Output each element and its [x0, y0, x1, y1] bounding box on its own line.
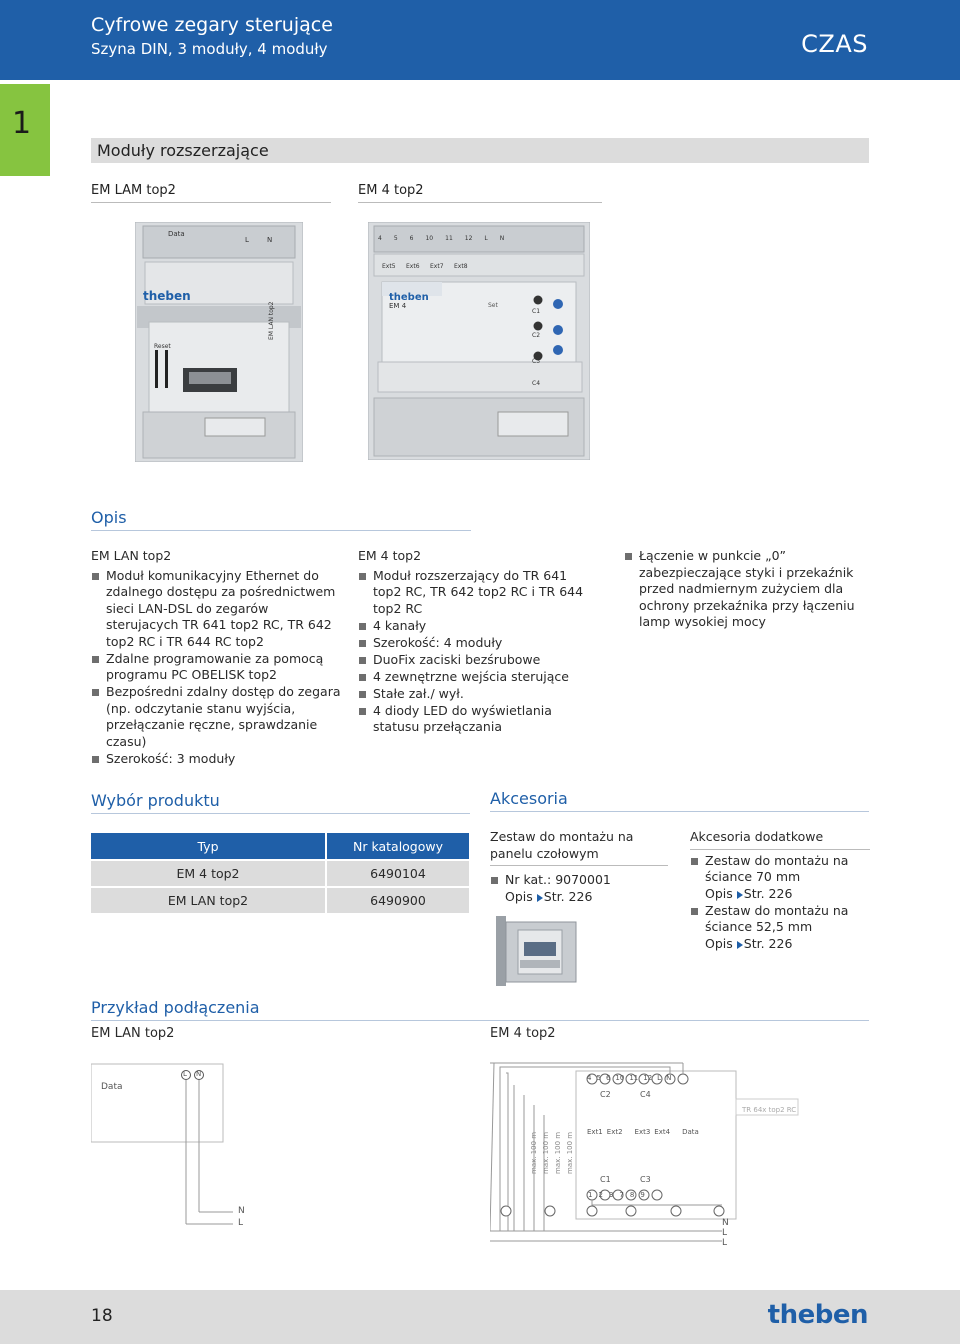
max-length-label: max. 100 m [554, 1131, 562, 1174]
device-photo-em4 [368, 222, 590, 460]
device-right-set-label: Set [488, 302, 498, 309]
catalog-number: Nr kat.: 9070001 [505, 872, 611, 887]
terminal-label: 11 [629, 1074, 639, 1082]
akcesoria-left [490, 829, 668, 906]
list-item: 4 zewnętrzne wejścia sterujące [358, 669, 598, 686]
wiring-right-top-terminals [587, 1074, 671, 1082]
device-right-brand-logo: theben [389, 292, 429, 303]
opis-link-label: Opis [705, 885, 733, 901]
data-label: Data [682, 1128, 699, 1136]
wiring-right-l-label-2: L [722, 1238, 728, 1248]
list-item [490, 872, 668, 905]
wiring-right-c1: C1 [600, 1175, 611, 1184]
device-right-channel-c3: C3 [532, 358, 541, 365]
ext-label: Ext4 [654, 1128, 671, 1136]
terminal-label: 1 [588, 1191, 593, 1199]
opis-col3 [624, 548, 872, 631]
terminal-label: 6 [605, 1074, 611, 1082]
wiring-right-side-label: TR 64x top2 RC [742, 1106, 797, 1114]
term: 10 [425, 235, 434, 242]
term: 5 [393, 235, 398, 242]
max-length-label: max. 100 m [566, 1131, 574, 1174]
device-left-brand-logo: theben [143, 289, 191, 303]
list-item [690, 853, 870, 903]
list-item: Szerokość: 3 moduły [91, 751, 341, 768]
term: 12 [464, 235, 473, 242]
table-row [91, 860, 469, 887]
cell-nr: 6490900 [326, 887, 469, 913]
opis-col2 [358, 548, 598, 736]
list-item: Stałe zał./ wył. [358, 686, 598, 703]
product-table-wrap [91, 833, 469, 913]
akcesoria-right-title: Akcesoria dodatkowe [690, 829, 870, 850]
wiring-label-right: EM 4 top2 [490, 1026, 556, 1041]
ext-label: Ext3 [634, 1128, 651, 1136]
list-item: DuoFix zaciski bezśrubowe [358, 652, 598, 669]
terminal-label: 5 [596, 1074, 601, 1082]
chapter-tab [0, 84, 50, 176]
terminal-label: 3 [608, 1191, 614, 1199]
term: L [484, 235, 488, 242]
arrow-right-icon [537, 894, 543, 902]
akcesoria-right [690, 829, 870, 953]
akcesoria-left-title: Zestaw do montażu na panelu czołowym [490, 829, 668, 866]
accessory-text: Zestaw do montażu na ściance 52,5 mm [705, 902, 849, 934]
header-category: CZAS [801, 30, 868, 58]
terminal-label: 2 [598, 1191, 603, 1199]
device-right-channel-c2: C2 [532, 332, 541, 339]
wiring-left-n-label: N [238, 1206, 245, 1216]
terminal-label: 4 [587, 1074, 592, 1082]
arrow-right-icon [737, 891, 743, 899]
device-right-ext7: Ext7 [430, 263, 444, 270]
header-title: Cyfrowe zegary sterujące [91, 14, 333, 36]
device-left-term-n: N [267, 236, 273, 244]
device-left-model-label: EM LAN top2 [268, 301, 275, 340]
page-number: 18 [91, 1306, 113, 1326]
terminal-label: 10 [615, 1074, 625, 1082]
mount-kit-photo [490, 912, 582, 990]
wiring-left-term-n: N [196, 1070, 202, 1078]
opis-link-label: Opis [505, 888, 533, 904]
device-right-channel-c4: C4 [532, 380, 541, 387]
max-length-label: max. 100 m [530, 1131, 538, 1174]
list-item [690, 903, 870, 953]
list-item: Bezpośredni zdalny dostęp do zegara (np. odczytanie stanu wyjścia, przełączanie ręczne, sprawdzanie czasu) [91, 684, 341, 750]
term: 6 [409, 235, 414, 242]
wiring-right-c3: C3 [640, 1175, 651, 1184]
page-ref-link[interactable]: Str. 226 [743, 885, 793, 901]
wiring-right-l-label-1: L [722, 1228, 728, 1238]
list-item: Moduł komunikacyjny Ethernet do zdalnego dostępu za pośrednictwem sieci LAN-DSL do zegarów sterujacych TR 641 top2 RC, TR 642 top2 RC i TR 644 RC top2 [91, 568, 341, 651]
opis-col1-title: EM LAN top2 [91, 548, 172, 563]
wiring-right-c2: C2 [600, 1090, 611, 1099]
opis-col1 [91, 548, 341, 768]
terminal-label: 9 [640, 1191, 645, 1199]
col-header-typ: Typ [91, 833, 326, 860]
wiring-right-bottom-terminals [588, 1191, 645, 1199]
list-item: Moduł rozszerzający do TR 641 top2 RC, TR 642 top2 RC i TR 644 top2 RC [358, 568, 598, 618]
device-right-top-terminals [378, 235, 504, 242]
device-photo-em-lan [135, 222, 303, 462]
device-left-reset-label: Reset [154, 343, 171, 350]
wiring-right-c4: C4 [640, 1090, 651, 1099]
terminal-label: 12 [643, 1074, 653, 1082]
wiring-label-left: EM LAN top2 [91, 1026, 175, 1041]
arrow-right-icon [737, 941, 743, 949]
wiring-left-data-label: Data [101, 1082, 123, 1092]
terminal-label: N [666, 1074, 672, 1082]
cell-nr: 6490104 [326, 860, 469, 887]
cell-typ: EM 4 top2 [91, 860, 326, 887]
theben-logo: theben [767, 1300, 868, 1330]
term: 11 [445, 235, 453, 242]
col-header-nr: Nr katalogowy [326, 833, 469, 860]
page-header [0, 0, 960, 80]
opis-link-label: Opis [705, 935, 733, 951]
chapter-number: 1 [12, 106, 32, 141]
device-right-ext5: Ext5 [382, 263, 396, 270]
term: N [499, 235, 505, 242]
max-length-label: max. 100 m [542, 1131, 550, 1174]
table-row [91, 887, 469, 913]
terminal-label: 8 [629, 1191, 635, 1199]
cell-typ: EM LAN top2 [91, 887, 326, 913]
wiring-left-term-l: L [183, 1070, 187, 1078]
device-right-model: EM 4 [389, 302, 407, 310]
device-right-ext6: Ext6 [406, 263, 420, 270]
term: 4 [378, 235, 382, 242]
section-title: Moduły rozszerzające [97, 141, 269, 160]
wiring-right-max-labels [530, 1130, 574, 1174]
list-item: Łączenie w punkcie „0” zabezpieczające styki i przekaźnik przed nadmiernym zużyciem dla ochrony przekaźnika przy łączeniu lamp wysokiej mocy [624, 548, 872, 631]
page-ref-link[interactable]: Str. 226 [543, 888, 593, 904]
product-label-left: EM LAM top2 [91, 183, 331, 203]
list-item: 4 kanały [358, 618, 598, 635]
device-left-data-label: Data [168, 230, 185, 238]
device-right-ext8: Ext8 [454, 263, 468, 270]
device-right-channel-c1: C1 [532, 308, 541, 315]
accessory-text: Zestaw do montażu na ściance 70 mm [705, 852, 849, 884]
device-left-term-l: L [245, 236, 249, 244]
list-item: Szerokość: 4 moduły [358, 635, 598, 652]
product-table [91, 833, 469, 913]
wybor-heading: Wybór produktu [91, 791, 470, 814]
akcesoria-heading: Akcesoria [490, 789, 869, 812]
opis-col2-title: EM 4 top2 [358, 548, 422, 563]
page-ref-link[interactable]: Str. 226 [743, 935, 793, 951]
opis-heading: Opis [91, 508, 471, 531]
page-footer [0, 1290, 960, 1344]
ext-label: Ext1 [587, 1128, 603, 1136]
terminal-label: L [657, 1074, 662, 1082]
list-item: Zdalne programowanie za pomocą programu PC OBELISK top2 [91, 651, 341, 684]
wiring-left-l-label: L [238, 1218, 244, 1228]
table-header-row [91, 833, 469, 860]
product-label-right: EM 4 top2 [358, 183, 602, 203]
list-item: 4 diody LED do wyświetlania statusu przełączania [358, 703, 598, 736]
wiring-right-n-label: N [722, 1218, 729, 1228]
terminal-label: 7 [619, 1191, 624, 1199]
section-bar [91, 138, 869, 163]
wiring-right-ext-labels [587, 1128, 699, 1136]
ext-label: Ext2 [606, 1128, 623, 1136]
przyklad-heading: Przykład podłączenia [91, 998, 869, 1021]
header-subtitle: Szyna DIN, 3 moduły, 4 moduły [91, 40, 328, 58]
